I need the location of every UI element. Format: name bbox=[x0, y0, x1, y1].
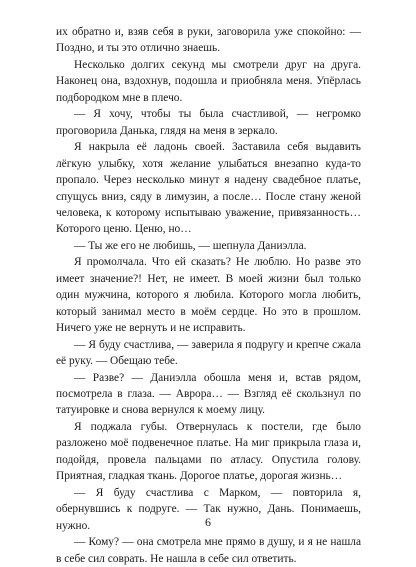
paragraph: — Я буду счастлива, — заверила я подругу и крепче сжала её руку. — Обещаю тебе. bbox=[56, 338, 361, 368]
paragraph: их обратно и, взяв себя в руки, заговорила уже спокойно: — Поздно, и ты это отлично знаешь. bbox=[56, 26, 361, 55]
paragraph: — Я хочу, чтобы ты была счастливой, — негромко проговорила Данька, глядя на меня в зеркало. bbox=[56, 108, 361, 137]
body-text bbox=[56, 24, 361, 567]
paragraph: Несколько долгих секунд мы смотрели друг на друга. Наконец она, вздохнув, подошла и приобняла меня. Упёрлась подбородком мне в плечо. bbox=[56, 58, 361, 104]
paragraph: Я промолчала. Что ей сказать? Не люблю. Но разве это имеет значение?! Нет, не имеет. В моей жизни был только один мужчина, которого я любила. Которого могла любить, который занимал место в моём сердце. Но это в прошлом. Ничего уже не вернуть и не исправить. bbox=[56, 256, 361, 335]
page-number: 6 bbox=[205, 515, 211, 529]
paragraph: — Разве? — Даниэлла обошла меня и, встав рядом, посмотрела в глаза. — Аврора… — Взгляд её скользнул по татуировке и снова вернулся к моему лицу. bbox=[56, 371, 361, 417]
paragraph: — Кому? — она смотрела мне прямо в душу, и я не нашла в себе сил соврать. Не нашла в себе сил ответить. bbox=[56, 536, 361, 565]
paragraph: — Ты же его не любишь, — шепнула Даниэлла. bbox=[74, 239, 307, 252]
paragraph: Я поджала губы. Отвернулась к постели, где было разложено моё подвенечное платье. На миг прикрыла глаза и, подойдя, провела пальцами по атласу. Опустила голову. Приятная, гладкая ткань. Дорогое платье, дорогая жизнь… bbox=[56, 420, 361, 483]
paragraph: Я накрыла её ладонь своей. Заставила себя выдавить лёгкую улыбку, хотя желание улыбаться внезапно куда-то пропало. Через несколько минут я надену свадебное платье, спущусь вниз, сяду в лимузин, а после… После стану женой человека, к которому испытываю уважение, привязанность… Которого ценю. Ценю, но… bbox=[56, 141, 361, 236]
paragraph: — Я буду счастлива с Марком, — повторила я, обернувшись к подруге. — Так нужно, Дань. Понимаешь, нужно. bbox=[56, 486, 361, 532]
